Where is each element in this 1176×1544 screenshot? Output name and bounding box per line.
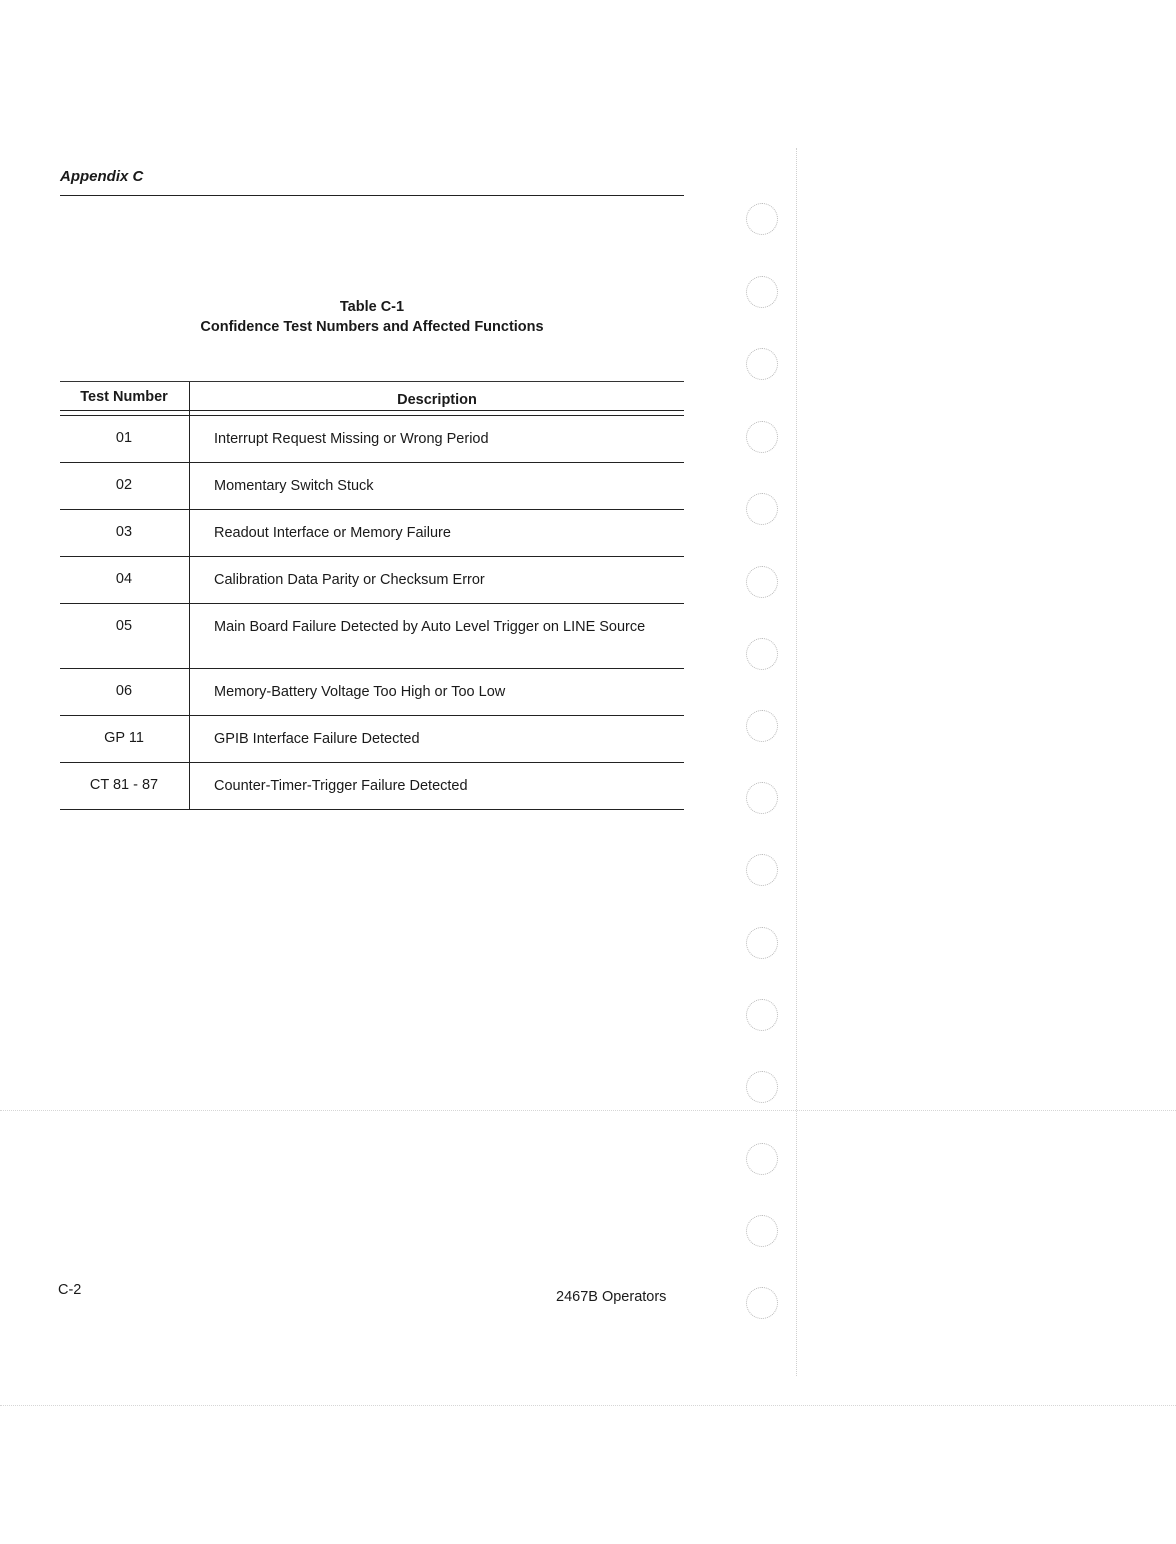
table-row [60,510,684,557]
test-description: Readout Interface or Memory Failure [214,525,451,541]
table-row [60,716,684,763]
test-number: 06 [115,683,133,699]
scan-edge-line [0,1110,1176,1111]
test-number: 04 [115,571,133,587]
manual-title: 2467B Operators [556,1289,667,1305]
binder-hole [746,1143,778,1175]
test-description: Memory-Battery Voltage Too High or Too Low [214,684,506,700]
test-description: Interrupt Request Missing or Wrong Period [214,431,489,447]
test-description: Calibration Data Parity or Checksum Error [214,572,485,588]
binder-hole [746,854,778,886]
test-description: Momentary Switch Stuck [214,478,374,494]
table-row [60,669,684,716]
binder-hole [746,710,778,742]
column-header-test-number: Test Number [80,389,168,405]
binder-hole [746,566,778,598]
binder-hole [746,1287,778,1319]
running-head: Appendix C [60,168,144,185]
test-description: GPIB Interface Failure Detected [214,731,420,747]
binder-hole [746,927,778,959]
table-row [60,763,684,810]
test-number: CT 81 - 87 [89,777,159,793]
table-body [60,416,684,810]
confidence-test-table [60,381,684,810]
header-rule [60,195,684,196]
binder-margin-line [796,148,797,1376]
binder-hole [746,999,778,1031]
binder-hole [746,276,778,308]
binder-hole [746,421,778,453]
test-number: 01 [115,430,133,446]
binder-hole [746,203,778,235]
column-header-description: Description [397,392,477,408]
binder-hole [746,782,778,814]
scan-edge-line [0,1405,1176,1406]
table-row [60,604,684,669]
binder-hole [746,638,778,670]
table-row [60,463,684,510]
test-number: GP 11 [104,730,144,746]
binder-hole [746,493,778,525]
binder-hole [746,348,778,380]
test-number: 03 [115,524,133,540]
page-number: C-2 [58,1282,82,1298]
table-row [60,557,684,604]
test-description: Main Board Failure Detected by Auto Level Trigger on LINE Source [214,619,646,635]
binder-hole [746,1215,778,1247]
table-caption-number: Table C-1 [339,299,405,315]
test-number: 02 [115,477,133,493]
table-header [60,381,684,416]
table-caption-title: Confidence Test Numbers and Affected Functions [200,319,544,335]
test-number: 05 [115,618,133,634]
test-description: Counter-Timer-Trigger Failure Detected [214,778,468,794]
binder-hole [746,1071,778,1103]
table-row [60,416,684,463]
